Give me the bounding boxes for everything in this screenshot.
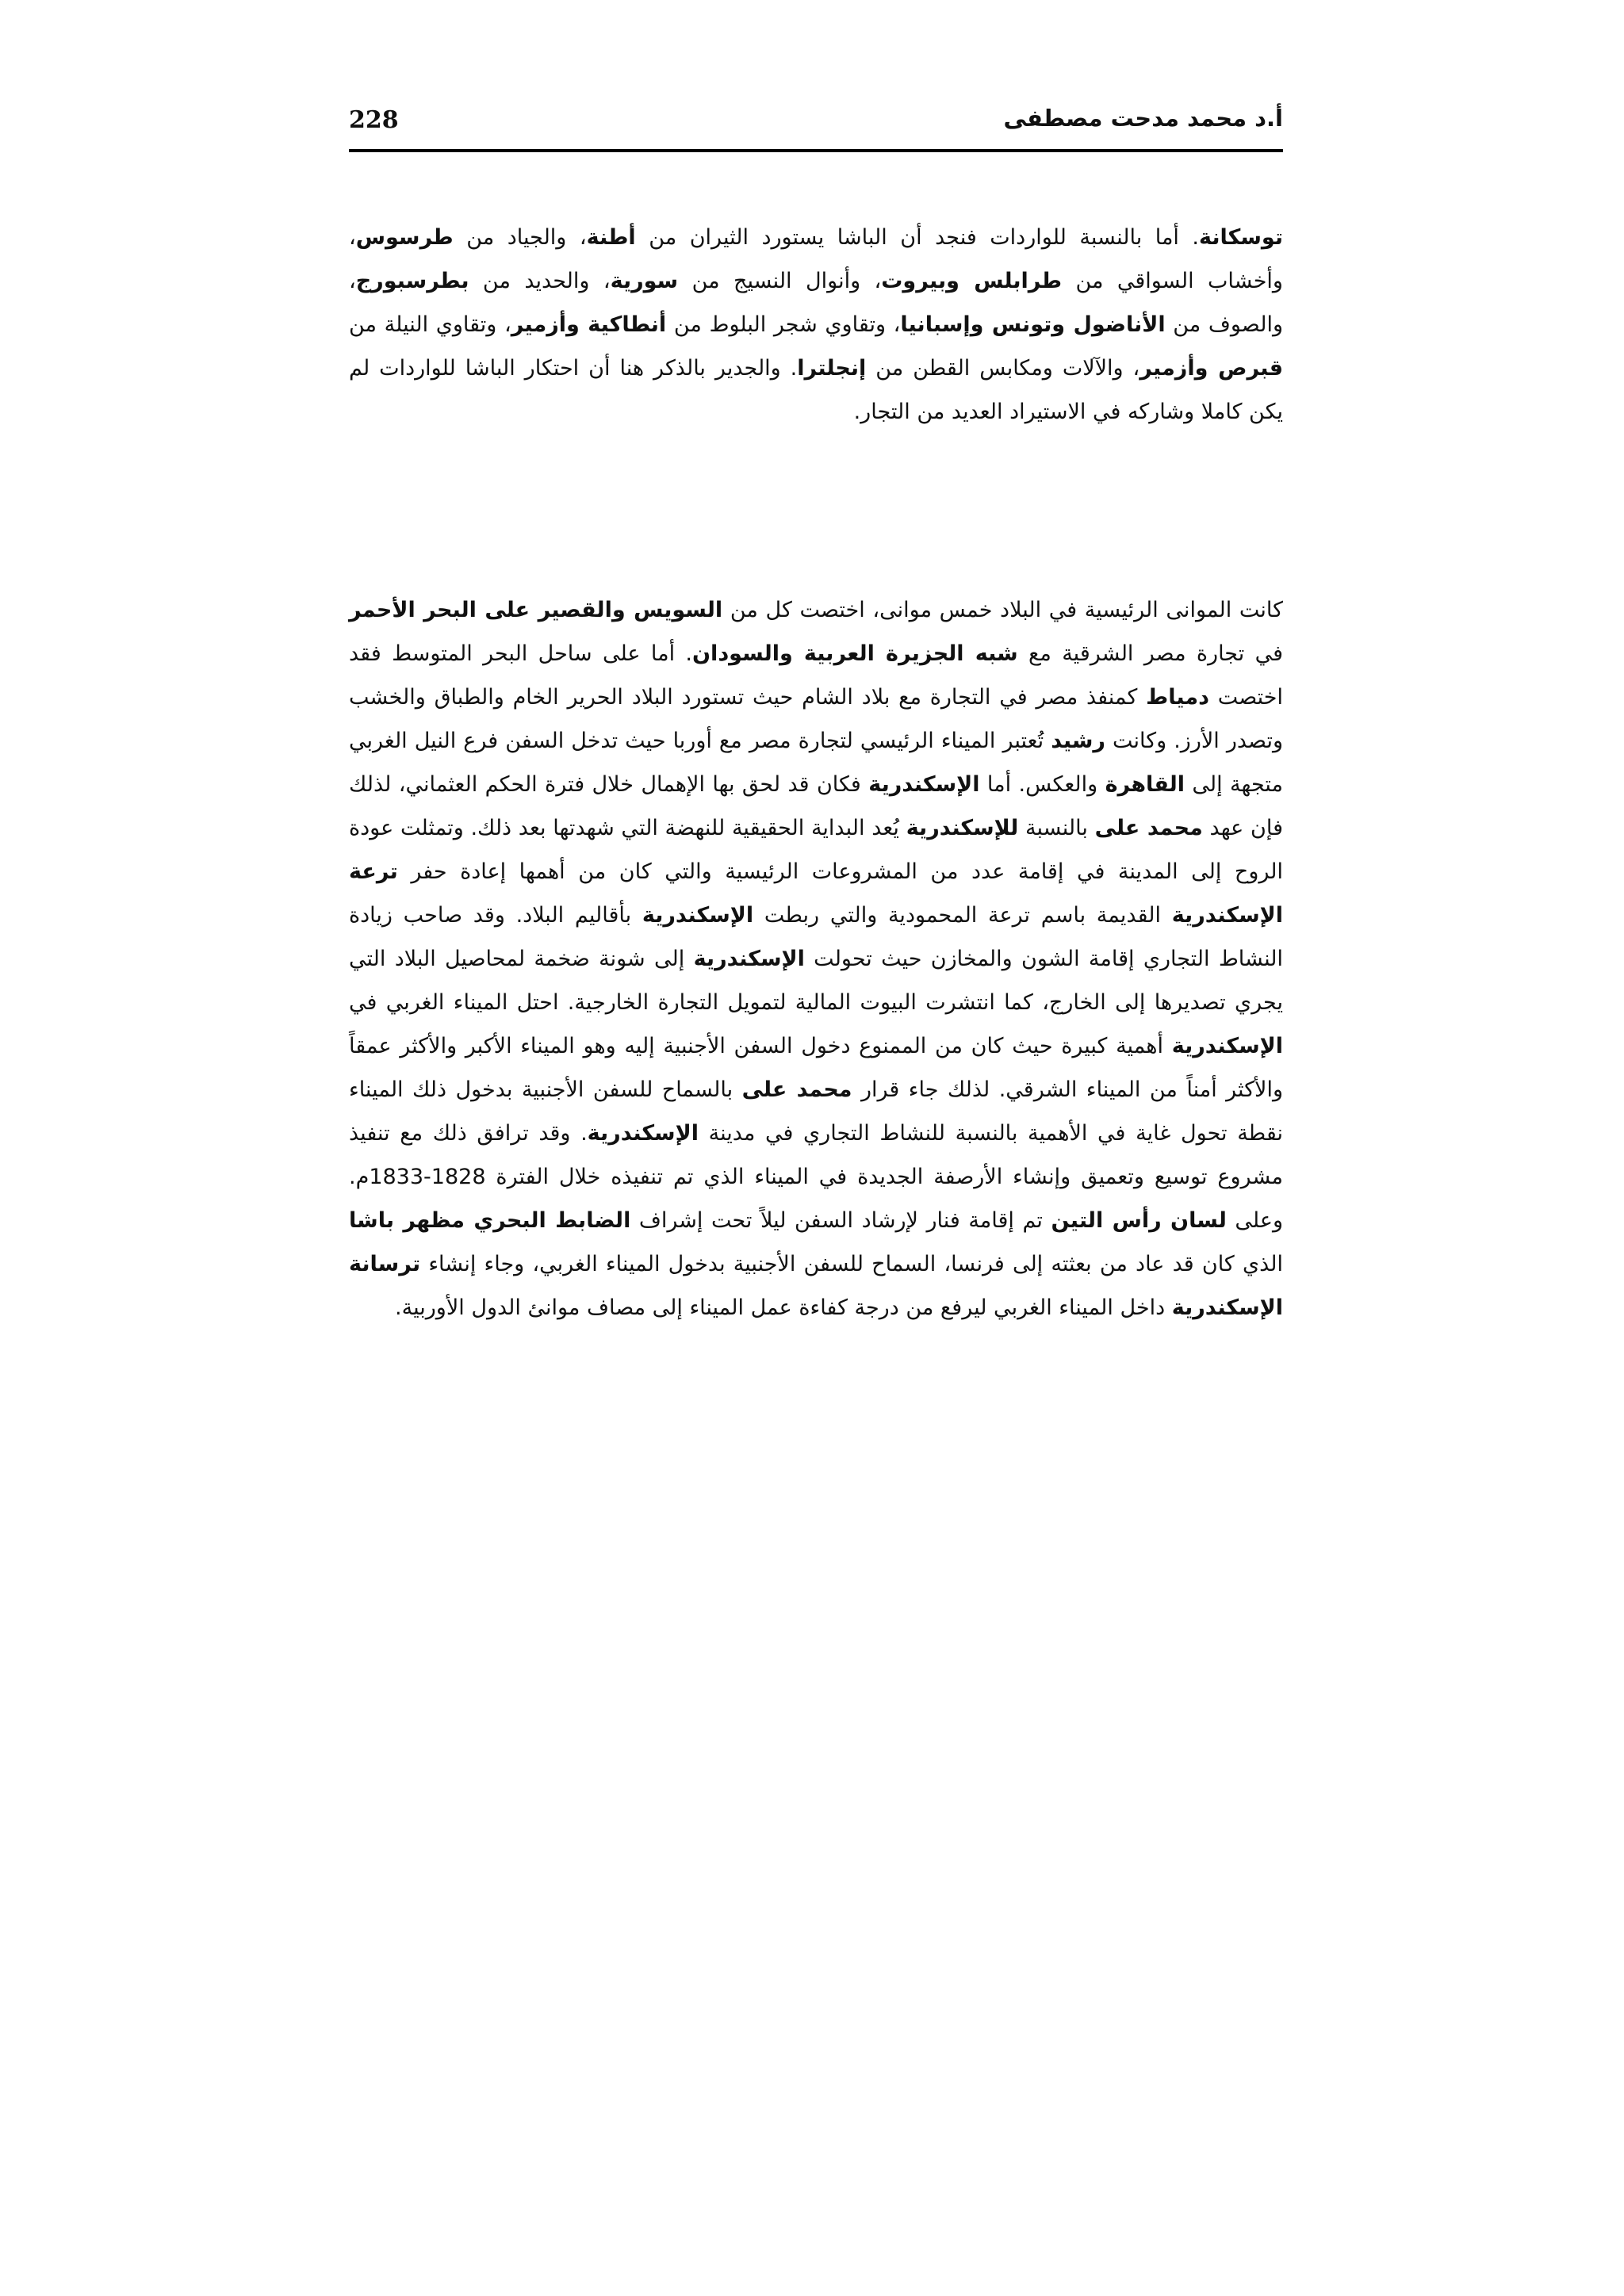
bold-term: أطنة xyxy=(586,225,636,250)
bold-term: الإسكندرية xyxy=(1171,1034,1283,1058)
author-name: أ.د محمد مدحت مصطفى xyxy=(1003,105,1283,132)
paragraph-ports xyxy=(349,588,1283,1330)
page-header xyxy=(349,101,1283,152)
text-run: ، وتقاوي النيلة من xyxy=(349,312,511,337)
text-run: يُعد البداية الحقيقية للنهضة التي شهدتها بعد ذلك. وتمثلت عودة الروح إلى المدينة في إقامة عدد من المشروعات الرئيسية والتي كان من أهمها إعادة حفر xyxy=(349,816,1283,884)
bold-term: دمياط xyxy=(1146,685,1209,710)
bold-term: بطرسبورج xyxy=(355,269,469,293)
bold-term: السويس والقصير على البحر الأحمر xyxy=(349,598,723,622)
bold-term: لسان رأس التين xyxy=(1051,1208,1227,1233)
text-run: تُعتبر الميناء الرئيسي لتجارة مصر مع أوربا حيث تدخل السفن فرع النيل الغربي متجهة إلى xyxy=(349,729,1283,797)
text-run: ، وأنوال النسيج من xyxy=(678,269,882,293)
bold-term: ترسانة الإسكندرية xyxy=(349,1252,1283,1320)
bold-term: ترعة الإسكندرية xyxy=(349,859,1283,928)
text-run: بالسماح للسفن الأجنبية بدخول ذلك الميناء نقطة تحول غاية في الأهمية بالنسبة للنشاط التجاري في مدينة xyxy=(349,1077,1283,1146)
text-run: فكان قد لحق بها الإهمال خلال فترة الحكم العثماني، لذلك فإن عهد xyxy=(349,772,1283,840)
bold-term: قبرص وأزمير xyxy=(1139,356,1283,381)
bold-term: الإسكندرية xyxy=(587,1121,699,1146)
bold-term: القاهرة xyxy=(1105,772,1185,797)
bold-term: شبه الجزيرة العربية والسودان xyxy=(692,641,1018,666)
text-run: ، والآلات ومكابس القطن من xyxy=(866,356,1140,381)
bold-term: للإسكندرية xyxy=(906,816,1019,840)
text-run: والعكس. أما xyxy=(979,772,1105,797)
bold-term: طرسوس xyxy=(355,225,454,250)
page-number: 228 xyxy=(349,106,399,134)
bold-term: إنجلترا xyxy=(797,356,867,381)
bold-term: الأناضول وتونس وإسبانيا xyxy=(900,312,1166,337)
text-run: ، والجياد من xyxy=(453,225,587,250)
bold-term: محمد على xyxy=(741,1077,852,1102)
text-run: ، والحديد من xyxy=(469,269,611,293)
bold-term: سورية xyxy=(610,269,679,293)
bold-term: الضابط البحري مظهر باشا xyxy=(349,1208,631,1233)
text-run: بأقاليم البلاد. وقد صاحب زيادة النشاط التجاري إقامة الشون والمخازن حيث تحولت xyxy=(349,903,1283,971)
bold-term: محمد على xyxy=(1094,816,1203,840)
text-run: إلى شونة ضخمة لمحاصيل البلاد التي يجري تصديرها إلى الخارج، كما انتشرت البيوت المالية لتمويل التجارة الخارجية. احتل الميناء الغربي في xyxy=(349,947,1283,1015)
bold-term: طرابلس وبيروت xyxy=(881,269,1062,293)
text-run: تم إقامة فنار لإرشاد السفن ليلاً تحت إشراف xyxy=(630,1208,1051,1233)
text-run: كمنفذ مصر في التجارة مع بلاد الشام حيث تستورد البلاد الحرير الخام والطباق والخشب وتصدر الأرز. وكانت xyxy=(349,685,1283,753)
text-run: . وقد ترافق ذلك مع تنفيذ مشروع توسيع وتعميق وإنشاء الأرصفة الجديدة في الميناء الذي تم تنفيذه خلال الفترة 1828-1833م. وعلى xyxy=(349,1121,1283,1233)
text-run: . أما على ساحل البحر المتوسط فقد اختصت xyxy=(349,641,1283,710)
text-run: في تجارة مصر الشرقية مع xyxy=(1017,641,1284,666)
bold-term: رشيد xyxy=(1051,729,1105,753)
text-run: . والجدير بالذكر هنا أن احتكار الباشا للواردات لم يكن كاملا وشاركه في الاستيراد العديد من التجار. xyxy=(349,356,1283,424)
bold-term: الإسكندرية xyxy=(642,903,754,928)
text-run: بالنسبة xyxy=(1018,816,1095,840)
text-run: كانت الموانى الرئيسية في البلاد خمس موانى، اختصت كل من xyxy=(722,598,1283,622)
text-run: ، وأخشاب السواقي من xyxy=(349,225,1283,293)
bold-term: أنطاكية وأزمير xyxy=(511,312,667,337)
paragraph-imports xyxy=(349,216,1283,434)
text-run: الذي كان قد عاد من بعثته إلى فرنسا، السماح للسفن الأجنبية بدخول الميناء الغربي، وجاء إنشاء xyxy=(420,1252,1283,1276)
text-run: القديمة باسم ترعة المحمودية والتي ربطت xyxy=(753,903,1172,928)
bold-term: الإسكندرية xyxy=(693,947,805,971)
bold-term: توسكانة xyxy=(1199,225,1283,250)
text-run: ، والصوف من xyxy=(349,269,1283,337)
text-run: . أما بالنسبة للواردات فنجد أن الباشا يستورد الثيران من xyxy=(635,225,1200,250)
bold-term: الإسكندرية xyxy=(868,772,980,797)
text-run: داخل الميناء الغربي ليرفع من درجة كفاءة عمل الميناء إلى مصاف موانئ الدول الأوربية. xyxy=(395,1295,1172,1320)
text-run: أهمية كبيرة حيث كان من الممنوع دخول السفن الأجنبية إليه وهو الميناء الأكبر والأكثر عمقاً والأكثر أمناً من الميناء الشرقي. لذلك جاء قرار xyxy=(349,1034,1283,1102)
text-run: ، وتقاوي شجر البلوط من xyxy=(666,312,901,337)
